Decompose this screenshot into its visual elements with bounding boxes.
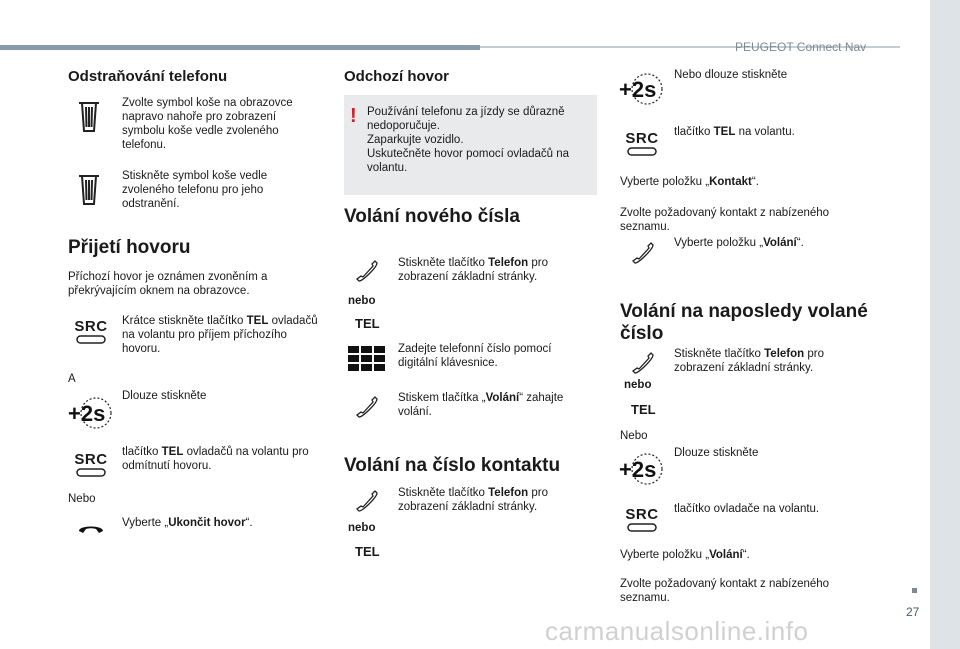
right-select-contact: Vyberte položku „Kontakt“. <box>620 176 759 188</box>
last-called-control-button: tlačítko ovladače na volantu. <box>674 503 820 515</box>
header-title: PEUGEOT Connect Nav <box>735 40 867 54</box>
receive-reject-step: tlačítko TEL ovladačů na volantu pro odmítnutí hovoru. <box>122 446 309 472</box>
src-button-icon: SRC <box>625 128 659 158</box>
header-bar <box>0 45 480 50</box>
src-button-icon: SRC <box>625 504 659 534</box>
phone-icon <box>630 350 656 376</box>
src-button-icon: SRC <box>74 316 108 346</box>
watermark: carmanualsonline.info <box>545 616 809 646</box>
plus-2s-icon <box>66 396 114 430</box>
warning-box <box>344 95 597 195</box>
section-title-outgoing-call: Odchozí hovor <box>344 68 449 85</box>
new-number-step-2: Zadejte telefonní číslo pomocí digitální klávesnice. <box>398 343 552 369</box>
svg-text:+2s: +2s <box>619 457 657 482</box>
section-title-remove-phone: Odstraňování telefonu <box>68 68 228 85</box>
section-title-last-called: Volání na naposledy volané číslo <box>620 301 868 344</box>
svg-text:+2s: +2s <box>68 401 106 426</box>
phone-icon <box>630 240 656 266</box>
phone-icon <box>354 394 380 420</box>
phone-icon <box>354 258 380 284</box>
label-nebo-small: nebo <box>348 522 376 534</box>
receive-intro: Příchozí hovor je oznámen zvoněním a překrývajícím oknem na obrazovce. <box>68 271 268 297</box>
svg-text:+2s: +2s <box>619 77 657 102</box>
new-number-step-3: Stiskem tlačítka „Volání“ zahajte volání. <box>398 392 564 418</box>
plus-2s-icon <box>617 72 665 106</box>
section-title-new-number: Volání nového čísla <box>344 206 520 227</box>
label-tel: TEL <box>355 544 380 559</box>
trash-icon <box>76 100 102 134</box>
label-a: A <box>68 373 76 385</box>
plus-2s-icon <box>617 452 665 486</box>
page-marker <box>912 588 917 593</box>
trash-icon <box>76 173 102 207</box>
contact-step-1: Stiskněte tlačítko Telefon pro zobrazení základní stránky. <box>398 487 548 513</box>
right-choose-contact: Zvolte požadovaný kontakt z nabízeného seznamu. <box>620 207 830 233</box>
page-number: 27 <box>906 605 920 619</box>
label-tel: TEL <box>355 316 380 331</box>
new-number-step-1: Stiskněte tlačítko Telefon pro zobrazení základní stránky. <box>398 257 548 283</box>
end-call-step: Vyberte „Ukončit hovor“. <box>122 517 253 529</box>
label-nebo: Nebo <box>68 493 96 505</box>
remove-step-1: Zvolte symbol koše na obrazovce napravo nahoře pro zobrazení symbolu koše vedle zvoleného telefonu. <box>122 97 293 151</box>
keypad-icon <box>348 346 386 372</box>
section-title-contact-call: Volání na číslo kontaktu <box>344 455 561 476</box>
label-tel: TEL <box>631 402 656 417</box>
phone-icon <box>354 488 380 514</box>
warning-text: Používání telefonu za jízdy se důrazně nedoporučuje. Zaparkujte vozidlo. Uskutečněte hovor pomocí ovladačů na volantu. <box>367 106 570 174</box>
receive-step-short-press: Krátce stiskněte tlačítko TEL ovladačů na volantu pro příjem příchozího hovoru. <box>122 315 318 355</box>
last-called-long-press: Dlouze stiskněte <box>674 447 759 459</box>
last-called-select-call: Vyberte položku „Volání“. <box>620 549 750 561</box>
remove-step-2: Stiskněte symbol koše vedle zvoleného telefonu pro jeho odstranění. <box>122 170 268 210</box>
last-called-choose-contact: Zvolte požadovaný kontakt z nabízeného seznamu. <box>620 578 830 604</box>
label-nebo-small: nebo <box>624 379 652 391</box>
right-tel-button: tlačítko TEL na volantu. <box>674 126 795 138</box>
section-title-receive-call: Přijetí hovoru <box>68 237 191 258</box>
last-called-step-1: Stiskněte tlačítko Telefon pro zobrazení základní stránky. <box>674 348 824 374</box>
warning-icon: ! <box>350 105 357 127</box>
src-button-icon: SRC <box>74 449 108 479</box>
side-strip <box>930 0 960 649</box>
label-nebo: Nebo <box>620 430 648 442</box>
label-nebo-small: nebo <box>348 295 376 307</box>
right-long-press: Nebo dlouze stiskněte <box>674 69 788 81</box>
right-select-call: Vyberte položku „Volání“. <box>674 237 804 249</box>
hang-up-icon <box>76 520 106 536</box>
receive-long-press: Dlouze stiskněte <box>122 390 207 402</box>
